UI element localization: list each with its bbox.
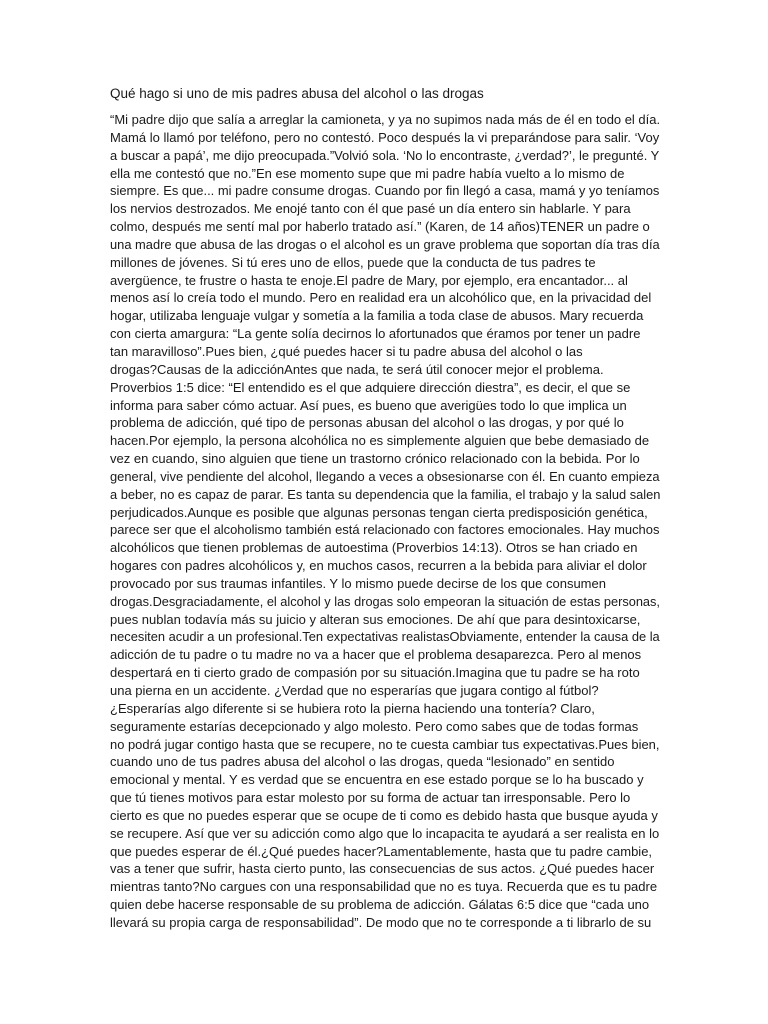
body-line: con cierta amargura: “La gente solía decirnos lo afortunados que éramos por tener un padre [110,326,641,342]
body-line: provocado por sus traumas infantiles. Y lo mismo puede decirse de los que consumen [110,575,606,591]
body-line: llevará su propia carga de responsabilidad”. De modo que no te corresponde a ti librarlo de su [110,914,652,930]
body-line: colmo, después me sentí mal por haberlo tratado así.” (Karen, de 14 años)TENER un padre o [110,219,650,235]
body-line: hogares con padres alcohólicos y, en muchos casos, recurren a la bebida para aliviar el dolor [110,558,647,574]
body-line: cierto es que no puedes esperar que se ocupe de ti como es debido hasta que busque ayuda y [110,807,658,823]
body-line: ella me contestó que no.”En ese momento supe que mi padre había vuelto a lo mismo de [110,165,625,181]
body-line: general, vive pendiente del alcohol, llegando a veces a obsesionarse con él. En cuanto empieza [110,468,660,484]
body-line: pues nublan todavía más su juicio y alteran sus emociones. De ahí que para desintoxicarse, [110,611,641,627]
body-line: a beber, no es capaz de parar. Es tanta su dependencia que la familia, el trabajo y la salud salen [110,486,661,502]
body-line: no podrá jugar contigo hasta que se recupere, no te cuesta cambiar tus expectativas.Pues bien, [110,736,660,752]
body-line: drogas.Desgraciadamente, el alcohol y las drogas solo empeoran la situación de estas personas, [110,593,660,609]
body-line: tan maravilloso”.Pues bien, ¿qué puedes hacer si tu padre abusa del alcohol o las [110,343,583,359]
body-line: drogas?Causas de la adicciónAntes que nada, te será útil conocer mejor el problema. [110,361,604,377]
body-line: que puedes esperar de él.¿Qué puedes hacer?Lamentablemente, hasta que tu padre cambie, [110,843,653,859]
body-line: se recupere. Así que ver su adicción como algo que lo incapacita te ayudará a ser realista en lo [110,825,660,841]
body-line: que tú tienes motivos para estar molesto por su forma de actuar tan irresponsable. Pero lo [110,790,631,806]
body-line: seguramente estarías decepcionado y algo molesto. Pero como sabes que de todas formas [110,718,639,734]
body-line: despertará en ti cierto grado de compasión por su situación.Imagina que tu padre se ha roto [110,665,640,681]
body-line: una pierna en un accidente. ¿Verdad que no esperarías que jugara contigo al fútbol? [110,683,599,698]
body-line: parece ser que el alcoholismo también está relacionado con factores emocionales. Hay muchos [110,522,660,538]
body-line: avergüence, te frustre o hasta te enoje.El padre de Mary, por ejemplo, era encantador... al [110,272,628,288]
body-line: vas a tener que sufrir, hasta cierto punto, las consecuencias de sus actos. ¿Qué puedes hacer [110,861,655,877]
body-line: mientras tanto?No cargues con una responsabilidad que no es tuya. Recuerda que es tu padre [110,879,658,895]
body-line: informa para saber cómo actuar. Así pues, es bueno que averigües todo lo que implica un [110,397,627,413]
body-line: a buscar a papá’, me dijo preocupada.”Volvió sola. ‘No lo encontraste, ¿verdad?’, le pregunté. Y [110,147,660,163]
body-line: necesiten acudir a un profesional.Ten expectativas realistasObviamente, entender la causa de la [110,629,660,645]
body-line: “Mi padre dijo que salía a arreglar la camioneta, y ya no supimos nada más de él en todo el día. [110,112,661,127]
document-title: Qué hago si uno de mis padres abusa del alcohol o las drogas [110,86,484,101]
document-body [110,111,660,932]
body-line: Proverbios 1:5 dice: “El entendido es el que adquiere dirección diestra”, es decir, el que se [110,379,631,395]
body-line: adicción de tu padre o tu madre no va a hacer que el problema desaparezca. Pero al menos [110,647,642,663]
body-line: alcohólicos que tienen problemas de autoestima (Proverbios 14:13). Otros se han criado en [110,540,638,556]
body-line: siempre. Es que... mi padre consume drogas. Cuando por fin llegó a casa, mamá y yo teníamos [110,183,660,199]
body-line: hogar, utilizaba lenguaje vulgar y sometía a la familia a toda clase de abusos. Mary recuerda [110,308,644,324]
body-line: una madre que abusa de las drogas o el alcohol es un grave problema que soportan día tras día [110,236,660,252]
body-line: menos así lo creía todo el mundo. Pero en realidad era un alcohólico que, en la privacidad del [110,290,652,306]
body-line: hacen.Por ejemplo, la persona alcohólica no es simplemente alguien que bebe demasiado de [110,433,650,449]
body-line: perjudicados.Aunque es posible que algunas personas tengan cierta predisposición genética, [110,504,648,520]
body-line: millones de jóvenes. Si tú eres uno de ellos, puede que la conducta de tus padres te [110,254,596,270]
body-line: quien debe hacerse responsable de su problema de adicción. Gálatas 6:5 dice que “cada uno [110,897,650,913]
body-line: los nervios destrozados. Me enojé tanto con él que pasé un día entero sin hablarle. Y para [110,201,631,217]
body-line: ¿Esperarías algo diferente si se hubiera roto la pierna haciendo una tontería? Claro, [110,700,595,716]
body-line: emocional y mental. Y es verdad que se encuentra en ese estado porque se lo ha buscado y [110,772,644,788]
body-line: problema de adicción, qué tipo de personas abusan del alcohol o las drogas, y por qué lo [110,415,624,431]
body-line: Mamá lo llamó por teléfono, pero no contestó. Poco después la vi preparándose para salir. ‘Voy [110,129,660,145]
body-line: cuando uno de tus padres abusa del alcohol o las drogas, queda “lesionado” en sentido [110,754,615,770]
body-line: vez en cuando, sino alguien que tiene un trastorno crónico relacionado con la bebida. Por lo [110,451,640,467]
